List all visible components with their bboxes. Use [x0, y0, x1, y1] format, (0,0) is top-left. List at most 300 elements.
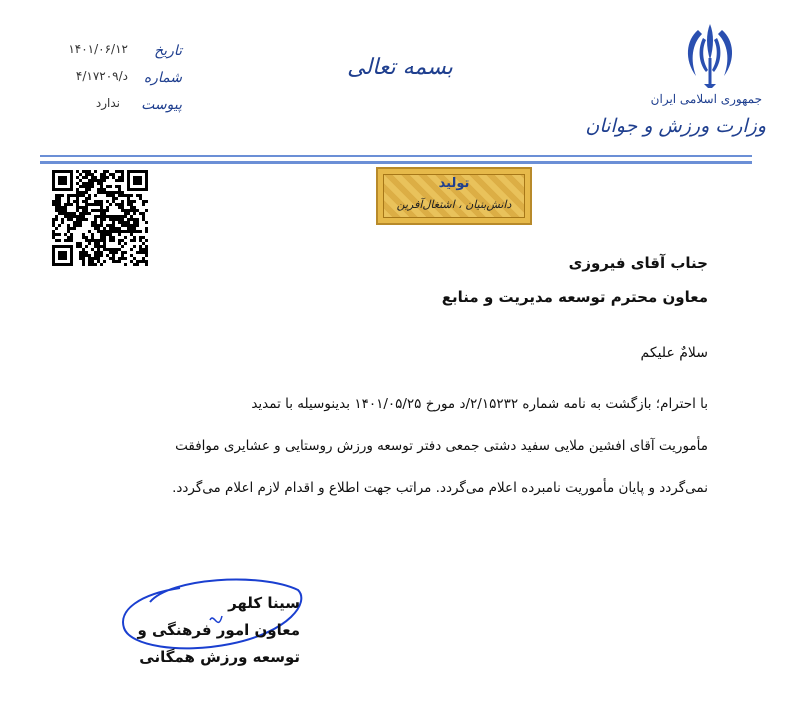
qr-module — [76, 203, 79, 206]
qr-module — [79, 191, 82, 194]
qr-module — [64, 209, 67, 212]
qr-module — [58, 194, 61, 197]
qr-module — [67, 236, 70, 239]
qr-module — [79, 173, 82, 176]
qr-module — [58, 203, 61, 206]
qr-module — [76, 218, 79, 221]
qr-module — [97, 227, 100, 230]
qr-module — [67, 218, 70, 221]
qr-module — [130, 230, 133, 233]
qr-module — [118, 230, 121, 233]
qr-module — [115, 251, 118, 254]
qr-module — [121, 194, 124, 197]
qr-module — [97, 191, 100, 194]
qr-module — [109, 185, 112, 188]
qr-module — [100, 233, 103, 236]
qr-module — [112, 218, 115, 221]
qr-module — [103, 209, 106, 212]
qr-module — [124, 230, 127, 233]
qr-module — [124, 221, 127, 224]
recipient-position: معاون محترم توسعه مدیریت و منابع — [441, 288, 708, 306]
qr-module — [70, 203, 73, 206]
qr-module — [115, 179, 118, 182]
qr-module — [58, 224, 61, 227]
qr-module — [103, 236, 106, 239]
qr-module — [118, 188, 121, 191]
qr-module — [118, 170, 121, 173]
qr-module — [97, 251, 100, 254]
qr-module — [142, 203, 145, 206]
qr-module — [124, 209, 127, 212]
qr-module — [91, 179, 94, 182]
qr-module — [82, 248, 85, 251]
qr-module — [109, 215, 112, 218]
qr-module — [100, 212, 103, 215]
qr-module — [85, 200, 88, 203]
qr-module — [79, 185, 82, 188]
qr-module — [106, 194, 109, 197]
qr-module — [103, 218, 106, 221]
qr-module — [130, 218, 133, 221]
qr-module — [118, 218, 121, 221]
qr-module — [79, 257, 82, 260]
qr-module — [121, 224, 124, 227]
qr-module — [103, 239, 106, 242]
qr-module — [76, 224, 79, 227]
qr-module — [139, 248, 142, 251]
qr-module — [124, 224, 127, 227]
qr-module — [112, 197, 115, 200]
qr-module — [130, 224, 133, 227]
qr-module — [142, 251, 145, 254]
qr-module — [67, 230, 70, 233]
qr-module — [112, 224, 115, 227]
qr-module — [85, 254, 88, 257]
qr-module — [130, 206, 133, 209]
qr-module — [121, 257, 124, 260]
qr-module — [85, 176, 88, 179]
qr-module — [127, 194, 130, 197]
ministry-name: وزارت ورزش و جوانان — [585, 115, 766, 137]
qr-module — [85, 212, 88, 215]
qr-module — [55, 200, 58, 203]
qr-module — [100, 200, 103, 203]
qr-module — [109, 191, 112, 194]
qr-module — [142, 215, 145, 218]
qr-module — [130, 203, 133, 206]
qr-module — [94, 239, 97, 242]
qr-module — [100, 176, 103, 179]
basmala: بسمه تعالی — [347, 55, 453, 80]
qr-module — [118, 257, 121, 260]
qr-module — [133, 245, 136, 248]
qr-module — [97, 239, 100, 242]
qr-module — [109, 218, 112, 221]
qr-module — [121, 200, 124, 203]
qr-module — [118, 227, 121, 230]
iran-emblem-icon — [676, 20, 744, 92]
body-line: نمی‌گردد و پایان مأموریت نامبرده اعلام می‌گردد. مراتب جهت اطلاع و اقدام لازم اعلام می‌گردد. — [172, 480, 708, 496]
qr-module — [76, 182, 79, 185]
qr-module — [130, 194, 133, 197]
qr-module — [97, 260, 100, 263]
qr-module — [94, 245, 97, 248]
qr-module — [94, 194, 97, 197]
qr-module — [133, 236, 136, 239]
qr-module — [61, 212, 64, 215]
qr-module — [130, 248, 133, 251]
qr-module — [133, 257, 136, 260]
qr-module — [67, 200, 70, 203]
qr-module — [118, 242, 121, 245]
qr-module — [85, 239, 88, 242]
qr-module — [67, 227, 70, 230]
qr-module — [97, 215, 100, 218]
qr-module — [58, 200, 61, 203]
qr-module — [76, 242, 79, 245]
qr-module — [133, 209, 136, 212]
qr-module — [76, 194, 79, 197]
qr-module — [106, 170, 109, 173]
qr-module — [106, 215, 109, 218]
qr-module — [130, 200, 133, 203]
qr-module — [103, 215, 106, 218]
qr-module — [85, 209, 88, 212]
qr-module — [103, 230, 106, 233]
qr-module — [142, 257, 145, 260]
qr-module — [79, 242, 82, 245]
qr-module — [58, 209, 61, 212]
qr-module — [109, 227, 112, 230]
qr-module — [70, 233, 73, 236]
qr-module — [76, 197, 79, 200]
qr-module — [127, 230, 130, 233]
qr-module — [136, 224, 139, 227]
qr-module — [100, 251, 103, 254]
qr-module — [109, 230, 112, 233]
qr-module — [115, 203, 118, 206]
qr-module — [58, 206, 61, 209]
qr-module — [94, 209, 97, 212]
qr-module — [109, 248, 112, 251]
qr-module — [133, 239, 136, 242]
qr-module — [88, 212, 91, 215]
qr-module — [106, 254, 109, 257]
qr-module — [82, 257, 85, 260]
qr-module — [70, 227, 73, 230]
qr-module — [94, 203, 97, 206]
qr-module — [133, 212, 136, 215]
qr-module — [109, 233, 112, 236]
qr-module — [76, 206, 79, 209]
qr-module — [94, 200, 97, 203]
qr-module — [82, 260, 85, 263]
qr-module — [145, 254, 148, 257]
qr-module — [97, 203, 100, 206]
qr-module — [121, 191, 124, 194]
qr-module — [55, 215, 58, 218]
qr-module — [124, 251, 127, 254]
qr-module — [109, 173, 112, 176]
qr-module — [118, 185, 121, 188]
qr-module — [76, 245, 79, 248]
qr-module — [121, 170, 124, 173]
qr-module — [115, 191, 118, 194]
qr-module — [109, 236, 112, 239]
qr-module — [52, 200, 55, 203]
qr-module — [115, 248, 118, 251]
qr-module — [127, 197, 130, 200]
qr-module — [100, 263, 103, 266]
qr-module — [100, 221, 103, 224]
date-label: تاریخ — [154, 43, 182, 59]
qr-module — [82, 251, 85, 254]
qr-module — [100, 182, 103, 185]
qr-module — [97, 254, 100, 257]
qr-module — [58, 212, 61, 215]
qr-module — [91, 248, 94, 251]
qr-module — [121, 215, 124, 218]
qr-module — [94, 254, 97, 257]
qr-module — [76, 188, 79, 191]
qr-module — [70, 194, 73, 197]
qr-module — [61, 218, 64, 221]
qr-module — [85, 206, 88, 209]
qr-module — [70, 218, 73, 221]
qr-module — [103, 188, 106, 191]
qr-module — [124, 236, 127, 239]
qr-module — [136, 263, 139, 266]
qr-module — [55, 197, 58, 200]
qr-module — [100, 218, 103, 221]
qr-module — [103, 179, 106, 182]
recipient-line: جناب آقای فیروزی — [568, 254, 708, 272]
qr-module — [82, 218, 85, 221]
qr-module — [82, 236, 85, 239]
qr-module — [118, 203, 121, 206]
qr-module — [94, 176, 97, 179]
qr-module — [91, 182, 94, 185]
qr-module — [67, 239, 70, 242]
qr-module — [121, 203, 124, 206]
qr-module — [73, 227, 76, 230]
qr-module — [88, 173, 91, 176]
qr-module — [64, 203, 67, 206]
qr-module — [100, 254, 103, 257]
attachment-value: ندارد — [95, 96, 120, 110]
qr-module — [121, 251, 124, 254]
qr-module — [100, 191, 103, 194]
qr-module — [73, 224, 76, 227]
qr-module — [61, 221, 64, 224]
qr-module — [121, 221, 124, 224]
qr-module — [76, 209, 79, 212]
qr-module — [112, 191, 115, 194]
qr-module — [82, 176, 85, 179]
qr-module — [67, 197, 70, 200]
qr-module — [103, 248, 106, 251]
qr-module — [106, 233, 109, 236]
ministry-subtitle: جمهوری اسلامی ایران — [650, 92, 762, 106]
qr-module — [91, 185, 94, 188]
qr-module — [79, 221, 82, 224]
qr-module — [85, 185, 88, 188]
qr-module — [118, 191, 121, 194]
qr-module — [76, 200, 79, 203]
qr-module — [139, 260, 142, 263]
qr-module — [91, 260, 94, 263]
production-banner — [376, 167, 532, 225]
qr-module — [145, 239, 148, 242]
signer-title: توسعه ورزش همگانی — [139, 648, 300, 666]
qr-module — [139, 251, 142, 254]
qr-module — [130, 215, 133, 218]
qr-module — [79, 215, 82, 218]
qr-module — [67, 215, 70, 218]
qr-module — [52, 236, 55, 239]
qr-module — [127, 203, 130, 206]
qr-module — [97, 257, 100, 260]
qr-module — [136, 260, 139, 263]
qr-module — [112, 200, 115, 203]
qr-module — [121, 179, 124, 182]
qr-module — [100, 173, 103, 176]
qr-module — [52, 221, 55, 224]
qr-module — [103, 245, 106, 248]
qr-module — [112, 251, 115, 254]
banner-subtitle: دانش‌بنیان ، اشتغال‌آفرین — [396, 198, 512, 211]
qr-module — [82, 233, 85, 236]
qr-module — [79, 251, 82, 254]
qr-module — [88, 170, 91, 173]
qr-module — [112, 215, 115, 218]
qr-module — [112, 236, 115, 239]
qr-module — [124, 263, 127, 266]
qr-module — [82, 182, 85, 185]
qr-module — [139, 230, 142, 233]
qr-module — [145, 263, 148, 266]
qr-module — [133, 227, 136, 230]
qr-module — [79, 206, 82, 209]
qr-module — [109, 203, 112, 206]
meta-labels — [132, 38, 182, 119]
qr-module — [58, 239, 61, 242]
qr-module — [100, 239, 103, 242]
qr-module — [55, 194, 58, 197]
qr-module — [79, 245, 82, 248]
qr-module — [142, 212, 145, 215]
qr-module — [73, 200, 76, 203]
qr-module — [88, 197, 91, 200]
qr-module — [58, 233, 61, 236]
qr-module — [112, 254, 115, 257]
qr-module — [121, 239, 124, 242]
qr-module — [139, 245, 142, 248]
qr-module — [127, 218, 130, 221]
qr-module — [55, 233, 58, 236]
qr-module — [115, 218, 118, 221]
qr-module — [103, 233, 106, 236]
qr-module — [139, 239, 142, 242]
qr-module — [61, 194, 64, 197]
qr-module — [76, 170, 79, 173]
qr-module — [94, 221, 97, 224]
qr-module — [94, 224, 97, 227]
qr-module — [136, 218, 139, 221]
qr-module — [91, 257, 94, 260]
qr-module — [109, 257, 112, 260]
qr-module — [91, 263, 94, 266]
qr-module — [94, 218, 97, 221]
qr-module — [91, 236, 94, 239]
qr-module — [106, 209, 109, 212]
body-line: مأموریت آقای افشین ملایی سفید دشتی جمعی دفتر توسعه ورزش روستایی و عشایری موافقت — [175, 438, 708, 454]
qr-module — [55, 218, 58, 221]
qr-module — [88, 182, 91, 185]
qr-module — [52, 224, 55, 227]
qr-module — [136, 230, 139, 233]
qr-module — [94, 179, 97, 182]
qr-module — [130, 260, 133, 263]
qr-module — [73, 194, 76, 197]
qr-module — [52, 218, 55, 221]
qr-module — [118, 206, 121, 209]
qr-module — [139, 194, 142, 197]
qr-module — [85, 245, 88, 248]
qr-module — [88, 179, 91, 182]
qr-module — [52, 233, 55, 236]
qr-module — [127, 209, 130, 212]
qr-module — [121, 206, 124, 209]
qr-module — [130, 227, 133, 230]
qr-code-icon — [52, 170, 148, 266]
qr-module — [85, 191, 88, 194]
qr-module — [121, 173, 124, 176]
qr-module — [142, 200, 145, 203]
qr-module — [67, 194, 70, 197]
qr-module — [100, 245, 103, 248]
banner-title: تولید — [438, 176, 470, 191]
qr-module — [112, 257, 115, 260]
qr-module — [76, 176, 79, 179]
qr-module — [106, 200, 109, 203]
qr-module — [127, 227, 130, 230]
signer-name: سینا کلهر — [228, 594, 300, 612]
qr-module — [79, 218, 82, 221]
qr-module — [94, 263, 97, 266]
qr-module — [88, 203, 91, 206]
qr-module — [55, 239, 58, 242]
qr-module — [70, 212, 73, 215]
qr-module — [142, 248, 145, 251]
qr-module — [130, 239, 133, 242]
qr-module — [112, 176, 115, 179]
qr-module — [124, 257, 127, 260]
greeting: سلامٌ علیکم — [640, 345, 708, 361]
qr-module — [142, 236, 145, 239]
qr-module — [70, 236, 73, 239]
qr-module — [79, 194, 82, 197]
qr-module — [88, 239, 91, 242]
qr-module — [88, 254, 91, 257]
qr-module — [133, 206, 136, 209]
qr-module — [82, 191, 85, 194]
qr-module — [76, 221, 79, 224]
qr-module — [82, 194, 85, 197]
qr-module — [91, 203, 94, 206]
qr-module — [103, 212, 106, 215]
qr-module — [97, 188, 100, 191]
